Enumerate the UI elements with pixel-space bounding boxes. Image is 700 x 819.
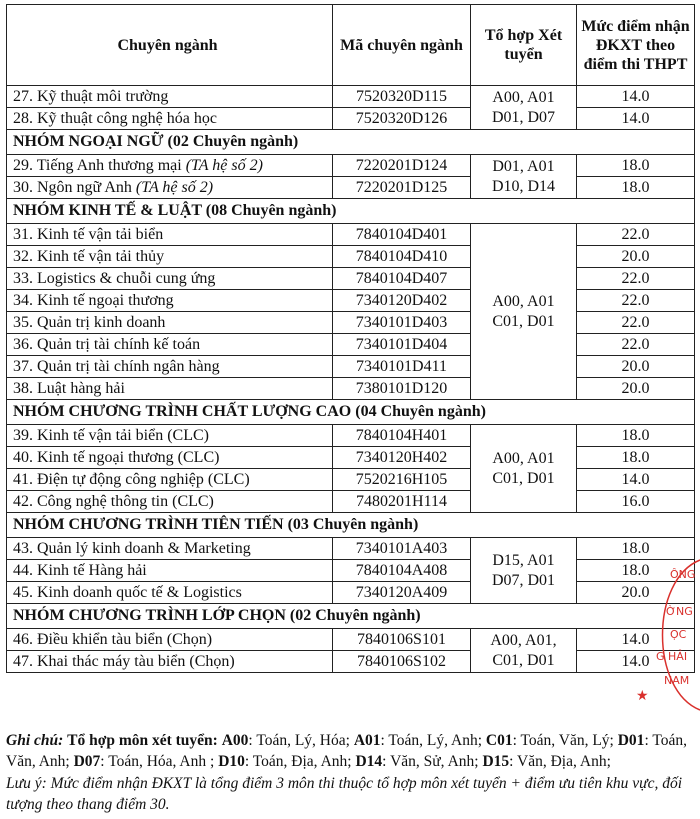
table-row xyxy=(7,560,695,582)
combo-desc: : Toán, Địa, Anh; xyxy=(244,753,356,770)
combo-cell xyxy=(471,86,577,130)
table-row xyxy=(7,312,695,334)
table-header xyxy=(7,5,695,86)
major-name xyxy=(7,491,333,513)
combo-line: D07, D01 xyxy=(491,571,556,589)
combo-desc: : Văn, Địa, Anh; xyxy=(509,753,611,770)
table-row xyxy=(7,334,695,356)
group-title: NHÓM CHƯƠNG TRÌNH CHẤT LƯỢNG CAO (04 Chuyên ngành) xyxy=(7,400,695,425)
major-name-text: 34. Kinh tế ngoại thương xyxy=(13,291,174,309)
table-row xyxy=(7,447,695,469)
combo-code: D01 xyxy=(617,732,645,749)
major-code: 7480201H114 xyxy=(333,491,471,513)
major-name xyxy=(7,108,333,130)
combo-line: A00, A01 xyxy=(492,449,555,467)
combo-desc: : Toán, Văn, Anh; xyxy=(6,732,687,770)
svg-text:ỌC: ỌC xyxy=(670,628,687,641)
major-name xyxy=(7,312,333,334)
major-name-text: 44. Kinh tế Hàng hải xyxy=(13,561,147,579)
major-code: 7340120A409 xyxy=(333,582,471,604)
major-name-text: 29. Tiếng Anh thương mại xyxy=(13,156,182,174)
combo-cell xyxy=(471,538,577,604)
cutoff-score: 22.0 xyxy=(577,312,695,334)
major-name-text: 43. Quản lý kinh doanh & Marketing xyxy=(13,539,251,557)
group-row xyxy=(7,604,695,629)
combo-line: A00, A01 xyxy=(492,292,555,310)
cutoff-score: 18.0 xyxy=(577,177,695,199)
major-name xyxy=(7,629,333,651)
group-row xyxy=(7,199,695,224)
table-row xyxy=(7,538,695,560)
svg-text:G HẢI: G HẢI xyxy=(656,650,688,663)
major-code: 7520320D126 xyxy=(333,108,471,130)
table-row xyxy=(7,378,695,400)
combo-line: C01, D01 xyxy=(492,651,555,669)
combo-line: A00, A01 xyxy=(492,88,555,106)
group-title: NHÓM NGOẠI NGỮ (02 Chuyên ngành) xyxy=(7,130,695,155)
major-code: 7340101D404 xyxy=(333,334,471,356)
major-name xyxy=(7,538,333,560)
table-row xyxy=(7,425,695,447)
admission-table xyxy=(6,4,695,673)
combo-line: D10, D14 xyxy=(491,177,556,195)
combo-cell xyxy=(471,425,577,513)
group-row xyxy=(7,513,695,538)
combo-desc: : Toán, Văn, Lý; xyxy=(512,732,618,749)
major-name xyxy=(7,177,333,199)
table-row xyxy=(7,86,695,108)
combo-cell xyxy=(471,155,577,199)
header-major: Chuyên ngành xyxy=(7,5,333,86)
major-name-text: 38. Luật hàng hải xyxy=(13,379,125,397)
combo-desc: : Toán, Lý, Anh; xyxy=(380,732,486,749)
cutoff-score: 22.0 xyxy=(577,334,695,356)
major-name xyxy=(7,425,333,447)
combo-line: C01, D01 xyxy=(492,312,555,330)
major-name-text: 40. Kinh tế ngoại thương (CLC) xyxy=(13,448,220,466)
table-row xyxy=(7,224,695,246)
major-name xyxy=(7,155,333,177)
cutoff-score: 20.0 xyxy=(577,246,695,268)
major-code: 7520216H105 xyxy=(333,469,471,491)
combo-desc: : Toán, Lý, Hóa; xyxy=(248,732,354,749)
major-name xyxy=(7,582,333,604)
table-row xyxy=(7,651,695,673)
combo-code: A00 xyxy=(221,732,249,749)
cutoff-score: 20.0 xyxy=(577,356,695,378)
major-name xyxy=(7,290,333,312)
major-note: (TA hệ số 2) xyxy=(135,178,214,196)
svg-text:NAM: NAM xyxy=(664,674,690,687)
major-name-text: 27. Kỹ thuật môi trường xyxy=(13,87,169,105)
combo-desc: : Văn, Sử, Anh; xyxy=(382,753,483,770)
major-name-text: 33. Logistics & chuỗi cung ứng xyxy=(13,269,216,287)
group-title: NHÓM KINH TẾ & LUẬT (08 Chuyên ngành) xyxy=(7,199,695,224)
combo-note xyxy=(6,730,694,772)
major-name xyxy=(7,224,333,246)
group-title: NHÓM CHƯƠNG TRÌNH TIÊN TIẾN (03 Chuyên ngành) xyxy=(7,513,695,538)
major-name-text: 28. Kỹ thuật công nghệ hóa học xyxy=(13,109,217,127)
major-note: (TA hệ số 2) xyxy=(185,156,263,174)
major-name xyxy=(7,469,333,491)
table-row xyxy=(7,246,695,268)
header-score: Mức điểm nhận ĐKXT theo điểm thi THPT xyxy=(577,5,695,86)
table-row xyxy=(7,582,695,604)
table-row xyxy=(7,491,695,513)
major-name-text: 32. Kinh tế vận tải thủy xyxy=(13,247,165,265)
note-title: Tổ hợp môn xét tuyển: xyxy=(67,732,218,749)
major-name-text: 39. Kinh tế vận tải biển (CLC) xyxy=(13,426,209,444)
combo-code: D15 xyxy=(482,753,510,770)
major-name xyxy=(7,86,333,108)
cutoff-score: 14.0 xyxy=(577,629,695,651)
header-combo: Tổ hợp Xét tuyển xyxy=(471,5,577,86)
note-label: Ghi chú: xyxy=(6,732,64,749)
major-code: 7220201D125 xyxy=(333,177,471,199)
major-name-text: 35. Quản trị kinh doanh xyxy=(13,313,166,331)
cutoff-score: 22.0 xyxy=(577,268,695,290)
major-code: 7840104D401 xyxy=(333,224,471,246)
major-name-text: 42. Công nghệ thông tin (CLC) xyxy=(13,492,214,510)
combo-code: D07 xyxy=(73,753,101,770)
combo-code: A01 xyxy=(353,732,381,749)
major-name-text: 30. Ngôn ngữ Anh xyxy=(13,178,132,196)
major-name xyxy=(7,651,333,673)
svg-text:ỜNG: ỜNG xyxy=(666,605,693,618)
combo-code: D14 xyxy=(355,753,383,770)
combo-desc: : Toán, Hóa, Anh ; xyxy=(100,753,219,770)
major-code: 7840104D407 xyxy=(333,268,471,290)
table-row xyxy=(7,469,695,491)
major-name-text: 36. Quản trị tài chính kế toán xyxy=(13,335,201,353)
combo-line: D01, D07 xyxy=(491,108,556,126)
svg-text:ÔNG: ÔNG xyxy=(670,568,696,581)
major-code: 7340101D403 xyxy=(333,312,471,334)
cutoff-score: 22.0 xyxy=(577,290,695,312)
cutoff-score: 14.0 xyxy=(577,469,695,491)
major-code: 7340120H402 xyxy=(333,447,471,469)
cutoff-score: 18.0 xyxy=(577,425,695,447)
major-name-text: 31. Kinh tế vận tải biển xyxy=(13,225,164,243)
combo-line: D15, A01 xyxy=(492,551,555,569)
major-code: 7840106S102 xyxy=(333,651,471,673)
combo-line: D01, A01 xyxy=(492,157,555,175)
table-row xyxy=(7,108,695,130)
major-code: 7340101D411 xyxy=(333,356,471,378)
cutoff-score: 22.0 xyxy=(577,224,695,246)
major-name xyxy=(7,246,333,268)
combo-code: D10 xyxy=(218,753,245,770)
major-code: 7520320D115 xyxy=(333,86,471,108)
table-row xyxy=(7,177,695,199)
major-name xyxy=(7,560,333,582)
group-row xyxy=(7,130,695,155)
major-name-text: 45. Kinh doanh quốc tế & Logistics xyxy=(13,583,242,601)
major-code: 7840104D410 xyxy=(333,246,471,268)
cutoff-score: 18.0 xyxy=(577,560,695,582)
major-name xyxy=(7,334,333,356)
cutoff-score: 20.0 xyxy=(577,378,695,400)
major-name-text: 47. Khai thác máy tàu biển (Chọn) xyxy=(13,652,235,670)
table-row xyxy=(7,290,695,312)
cutoff-score: 18.0 xyxy=(577,538,695,560)
svg-text:★: ★ xyxy=(636,688,649,704)
cutoff-score: 18.0 xyxy=(577,447,695,469)
cutoff-score: 18.0 xyxy=(577,155,695,177)
major-code: 7340101A403 xyxy=(333,538,471,560)
combo-code: C01 xyxy=(485,732,513,749)
header-code: Mã chuyên ngành xyxy=(333,5,471,86)
major-code: 7220201D124 xyxy=(333,155,471,177)
combo-line: A00, A01, xyxy=(490,631,557,649)
major-name xyxy=(7,356,333,378)
cutoff-score: 16.0 xyxy=(577,491,695,513)
major-name xyxy=(7,378,333,400)
combo-line: C01, D01 xyxy=(492,469,555,487)
major-code: 7840104A408 xyxy=(333,560,471,582)
major-code: 7340120D402 xyxy=(333,290,471,312)
major-name-text: 37. Quản trị tài chính ngân hàng xyxy=(13,357,220,375)
major-code: 7840106S101 xyxy=(333,629,471,651)
major-code: 7380101D120 xyxy=(333,378,471,400)
luu-y-note: Lưu ý: Mức điểm nhận ĐKXT là tổng điểm 3 môn thi thuộc tổ hợp môn xét tuyển + điểm ưu tiên khu vực, đối tượng theo thang điểm 30. xyxy=(6,775,683,813)
cutoff-score: 14.0 xyxy=(577,86,695,108)
major-name-text: 41. Điện tự động công nghiệp (CLC) xyxy=(13,470,250,488)
group-row xyxy=(7,400,695,425)
major-name xyxy=(7,268,333,290)
cutoff-score: 14.0 xyxy=(577,108,695,130)
combo-cell xyxy=(471,224,577,400)
table-row xyxy=(7,268,695,290)
cutoff-score: 20.0 xyxy=(577,582,695,604)
major-name-text: 46. Điều khiển tàu biển (Chọn) xyxy=(13,630,213,648)
cutoff-score: 14.0 xyxy=(577,651,695,673)
table-row xyxy=(7,155,695,177)
table-row xyxy=(7,629,695,651)
major-code: 7840104H401 xyxy=(333,425,471,447)
major-name xyxy=(7,447,333,469)
combo-cell xyxy=(471,629,577,673)
table-row xyxy=(7,356,695,378)
group-title: NHÓM CHƯƠNG TRÌNH LỚP CHỌN (02 Chuyên ngành) xyxy=(7,604,695,629)
